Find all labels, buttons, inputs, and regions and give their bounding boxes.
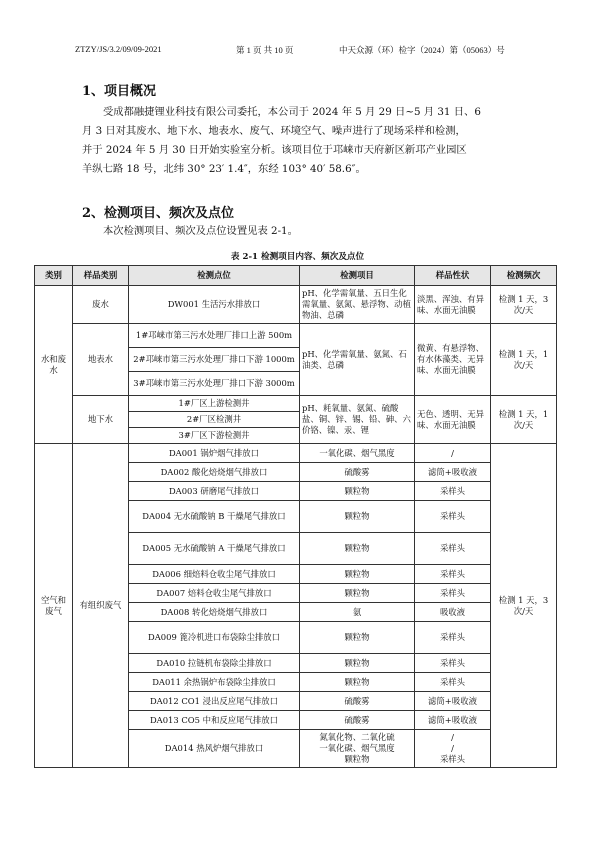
sample-point: 2#邛崃市第三污水处理厂排口下游 1000m — [129, 348, 300, 372]
doc-code: ZTZY/JS/3.2/09/09-2021 — [75, 44, 162, 54]
section1-line: 羊纵七路 18 号，北纬 30° 23′ 1.4″，东经 103° 40′ 58.6″。 — [82, 163, 366, 175]
sample-point: 3#邛崃市第三污水处理厂排口下游 3000m — [129, 372, 300, 396]
section2-intro: 本次检测项目、频次及点位设置见表 2-1。 — [103, 225, 298, 237]
table-row — [35, 396, 557, 412]
col-header: 检测点位 — [129, 266, 300, 286]
test-frequency: 检测 1 天，1 次/天 — [491, 396, 557, 444]
test-items: 颗粒物 — [300, 673, 415, 692]
section1-body — [82, 103, 522, 179]
test-items: 颗粒物 — [300, 654, 415, 673]
test-frequency: 检测 1 天，1 次/天 — [491, 324, 557, 396]
test-items: 硫酸雾 — [300, 711, 415, 730]
sample-nature: 无色、透明、无异味、水面无油膜 — [415, 396, 491, 444]
nature-line: 采样头 — [439, 754, 466, 764]
sample-nature: 采样头 — [415, 482, 491, 501]
sample-point: DA013 CO5 中和反应尾气排放口 — [129, 711, 300, 730]
col-header: 样品类别 — [73, 266, 129, 286]
section1-line: 月 3 日对其废水、地下水、地表水、废气、环境空气、噪声进行了现场采样和检测， — [82, 125, 466, 137]
page-number: 第 1 页 共 10 页 — [236, 45, 294, 55]
test-items: 颗粒物 — [300, 584, 415, 603]
test-items: 硫酸雾 — [300, 463, 415, 482]
test-item-line: 氮氧化物、二氧化硫 — [319, 732, 395, 742]
sample-type: 有组织废气 — [73, 444, 129, 768]
sample-nature: 滤筒+吸收液 — [415, 711, 491, 730]
sample-point: DA012 CO1 浸出反应尾气排放口 — [129, 692, 300, 711]
sample-nature: / — [415, 444, 491, 463]
table-header-row — [35, 266, 557, 286]
sample-nature: 滤筒+吸收液 — [415, 692, 491, 711]
nature-line: / — [451, 743, 454, 753]
sample-nature: 采样头 — [415, 673, 491, 692]
sample-point: DA006 细焙料仓收尘尾气排放口 — [129, 565, 300, 584]
sample-point: DA010 拉链机布袋除尘排放口 — [129, 654, 300, 673]
test-items: 颗粒物 — [300, 622, 415, 654]
test-items: pH、化学需氧量、氨氮、石油类、总磷 — [300, 324, 415, 396]
test-items: 颗粒物 — [300, 482, 415, 501]
test-items: 颗粒物 — [300, 565, 415, 584]
sample-type: 地下水 — [73, 396, 129, 444]
sample-point: DA001 锅炉烟气排放口 — [129, 444, 300, 463]
sample-point: DA004 无水硫酸钠 B 干燥尾气排放口 — [129, 501, 300, 533]
sample-point: DW001 生活污水排放口 — [129, 286, 300, 324]
sample-point: DA007 焙料仓收尘尾气排放口 — [129, 584, 300, 603]
section1-line: 受成都融捷锂业科技有限公司委托，本公司于 2024 年 5 月 29 日~5 月 31 日、6 — [103, 106, 481, 118]
section2-title: 2、检测项目、频次及点位 — [82, 206, 235, 221]
test-items: 颗粒物 — [300, 501, 415, 533]
sample-nature: 滤筒+吸收液 — [415, 463, 491, 482]
sample-point: DA005 无水硫酸钠 A 干燥尾气排放口 — [129, 533, 300, 565]
table-row — [35, 444, 557, 463]
nature-line: / — [451, 732, 454, 742]
report-number: 中天众源（环）检字（2024）第（05063）号 — [339, 45, 505, 55]
test-item-line: 颗粒物 — [344, 754, 370, 764]
table-caption: 表 2-1 检测项目内容、频次及点位 — [230, 252, 365, 262]
sample-nature: 采样头 — [415, 565, 491, 584]
test-frequency: 检测 1 天，3 次/天 — [491, 286, 557, 324]
test-items: pH、耗氧量、氨氮、硫酸盐、铜、锌、锡、铅、砷、六价铬、镍、汞、锂 — [300, 396, 415, 444]
section1-line: 并于 2024 年 5 月 30 日开始实验室分析。该项目位于邛崃市天府新区新邛产业园区 — [82, 144, 467, 156]
sample-point: DA011 余热锅炉布袋除尘排放口 — [129, 673, 300, 692]
sample-point: DA014 热风炉烟气排放口 — [129, 730, 300, 768]
col-header: 检测项目 — [300, 266, 415, 286]
sample-point: DA009 篦冷机进口布袋除尘排放口 — [129, 622, 300, 654]
test-items — [300, 730, 415, 768]
sample-point: DA008 转化焙烧烟气排放口 — [129, 603, 300, 622]
sample-point: 1#邛崃市第三污水处理厂排口上游 500m — [129, 324, 300, 348]
sample-nature: 采样头 — [415, 533, 491, 565]
sample-point: 2#厂区检测井 — [129, 412, 300, 428]
test-items: 氨 — [300, 603, 415, 622]
sample-nature: 淡黑、浑浊、有异味、水面无油膜 — [415, 286, 491, 324]
sample-point: DA003 研磨尾气排放口 — [129, 482, 300, 501]
sample-point: 1#厂区上游检测井 — [129, 396, 300, 412]
col-header: 类别 — [35, 266, 73, 286]
sample-nature: 采样头 — [415, 654, 491, 673]
table-row — [35, 286, 557, 324]
table-row — [35, 324, 557, 348]
test-items: 颗粒物 — [300, 533, 415, 565]
sample-nature — [415, 730, 491, 768]
section1-title: 1、项目概况 — [82, 84, 157, 99]
sample-nature: 采样头 — [415, 622, 491, 654]
test-items: 一氧化碳、烟气黑度 — [300, 444, 415, 463]
category-water: 水和废水 — [35, 286, 73, 444]
test-items: pH、化学需氧量、五日生化需氧量、氨氮、悬浮物、动植物油、总磷 — [300, 286, 415, 324]
test-item-line: 一氧化碳、烟气黑度 — [319, 743, 395, 753]
col-header: 样品性状 — [415, 266, 491, 286]
test-items: 硫酸雾 — [300, 692, 415, 711]
test-frequency: 检测 1 天，3 次/天 — [491, 444, 557, 768]
sample-point: 3#厂区下游检测井 — [129, 428, 300, 444]
sample-nature: 吸收液 — [415, 603, 491, 622]
sample-nature: 采样头 — [415, 584, 491, 603]
sample-type: 地表水 — [73, 324, 129, 396]
detection-table — [34, 265, 557, 768]
sample-nature: 采样头 — [415, 501, 491, 533]
category-air: 空气和废气 — [35, 444, 73, 768]
sample-type: 废水 — [73, 286, 129, 324]
page-header — [75, 44, 515, 58]
sample-point: DA002 酸化焙烧烟气排放口 — [129, 463, 300, 482]
col-header: 检测频次 — [491, 266, 557, 286]
sample-nature: 微黄、有悬浮物、有水体藻类、无异味、水面无油膜 — [415, 324, 491, 396]
